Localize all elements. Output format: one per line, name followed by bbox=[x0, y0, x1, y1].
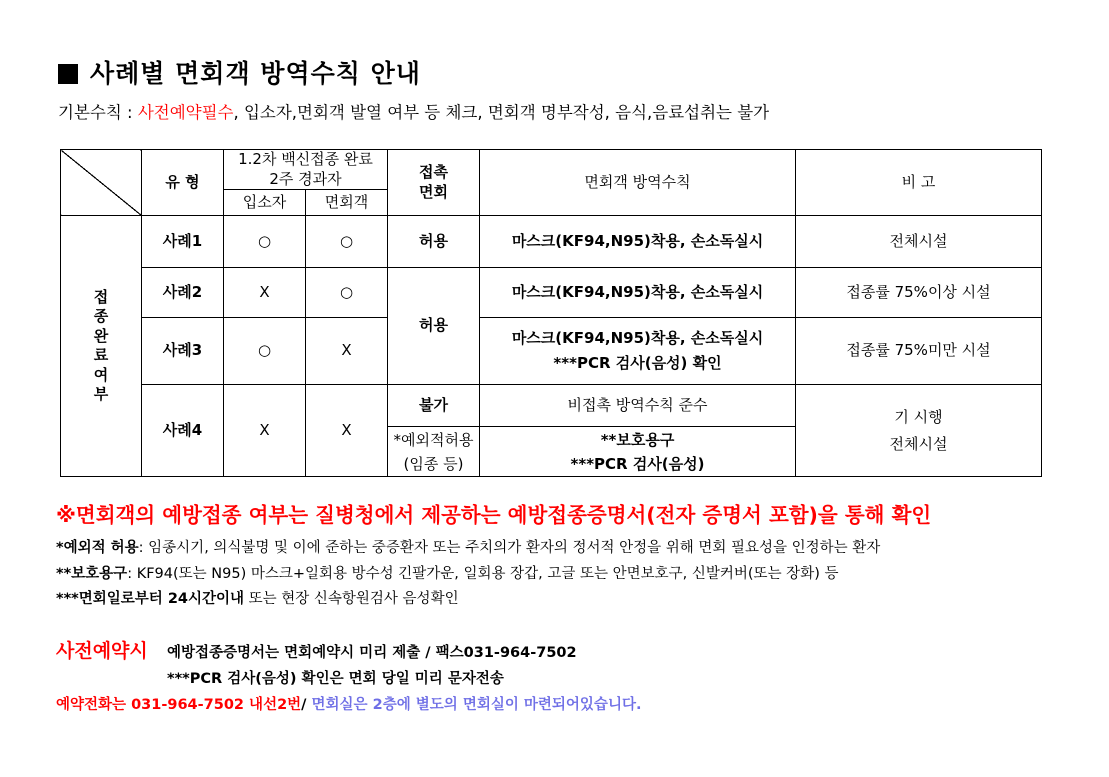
footnote-pcr: ***면회일로부터 24시간이내 또는 현장 신속항원검사 음성확인 bbox=[56, 591, 459, 607]
case1-rules: 마스크(KF94,N95)착용, 손소독실시 bbox=[480, 216, 796, 268]
basic-rest: , 입소자,면회객 발열 여부 등 체크, 면회객 명부작성, 음식,음료섭취는 불가 bbox=[233, 103, 770, 122]
basic-prefix: 기본수칙 : bbox=[58, 103, 138, 122]
side-label-vaccination: 접 종 완 료 여 부 bbox=[61, 216, 142, 477]
header-rules: 면회객 방역수칙 bbox=[480, 150, 796, 216]
phone-info: 예약전화는 031-964-7502 내선2번/ 면회실은 2층에 별도의 면회실이 마련되어있습니다. bbox=[56, 697, 642, 713]
case4-contact-exception: *예외적허용 (임종 등) bbox=[388, 427, 480, 477]
basic-rules bbox=[58, 99, 769, 123]
case4-contact-denied: 불가 bbox=[388, 385, 480, 427]
case2-note: 접종률 75%이상 시설 bbox=[796, 268, 1042, 318]
vaccination-notice: ※면회객의 예방접종 여부는 질병청에서 제공하는 예방접종증명서(전자 증명서 포함)을 통해 확인 bbox=[56, 503, 932, 527]
case1-contact: 허용 bbox=[388, 216, 480, 268]
header-vaccine: 1.2차 백신접종 완료 2주 경과자 bbox=[224, 150, 388, 190]
case4-resident: X bbox=[224, 385, 306, 477]
header-type: 유 형 bbox=[142, 150, 224, 216]
header-note: 비 고 bbox=[796, 150, 1042, 216]
case4-note: 기 시행 전체시설 bbox=[796, 385, 1042, 477]
case4-rules-exception: **보호용구 ***PCR 검사(음성) bbox=[480, 427, 796, 477]
case2-visitor: ○ bbox=[306, 268, 388, 318]
case1-label: 사례1 bbox=[142, 216, 224, 268]
prebook-label: 사전예약시 bbox=[56, 640, 148, 662]
diagonal-corner-cell bbox=[61, 150, 142, 216]
header-resident: 입소자 bbox=[224, 190, 306, 216]
footnote-exception: *예외적 허용: 임종시기, 의식불명 및 이에 준하는 중증환자 또는 주치의가 환자의 정서적 안정을 위해 면회 필요성을 인정하는 환자 bbox=[56, 540, 881, 556]
case1-note: 전체시설 bbox=[796, 216, 1042, 268]
title-text: 사례별 면회객 방역수칙 안내 bbox=[90, 59, 421, 88]
header-contact: 접촉 면회 bbox=[388, 150, 480, 216]
case1-resident: ○ bbox=[224, 216, 306, 268]
square-bullet-icon bbox=[58, 64, 78, 84]
header-visitor: 면회객 bbox=[306, 190, 388, 216]
case2-label: 사례2 bbox=[142, 268, 224, 318]
case3-visitor: X bbox=[306, 318, 388, 385]
rules-table bbox=[60, 149, 1042, 477]
case1-visitor: ○ bbox=[306, 216, 388, 268]
case3-label: 사례3 bbox=[142, 318, 224, 385]
basic-highlight: 사전예약필수 bbox=[137, 103, 234, 122]
page-title bbox=[58, 54, 421, 90]
case2-resident: X bbox=[224, 268, 306, 318]
case3-rules: 마스크(KF94,N95)착용, 손소독실시 ***PCR 검사(음성) 확인 bbox=[480, 318, 796, 385]
case2-3-contact: 허용 bbox=[388, 268, 480, 385]
footnote-protective-gear: **보호용구: KF94(또는 N95) 마스크+일회용 방수성 긴팔가운, 일회용 장갑, 고글 또는 안면보호구, 신발커버(또는 장화) 등 bbox=[56, 566, 839, 582]
case3-resident: ○ bbox=[224, 318, 306, 385]
prebook-line2: ***PCR 검사(음성) 확인은 면회 당일 미리 문자전송 bbox=[167, 671, 504, 687]
case3-note: 접종률 75%미만 시설 bbox=[796, 318, 1042, 385]
case4-rules-noncontact: 비접촉 방역수칙 준수 bbox=[480, 385, 796, 427]
case2-rules: 마스크(KF94,N95)착용, 손소독실시 bbox=[480, 268, 796, 318]
case4-label: 사례4 bbox=[142, 385, 224, 477]
case4-visitor: X bbox=[306, 385, 388, 477]
prebook-line1: 예방접종증명서는 면회예약시 미리 제출 / 팩스031-964-7502 bbox=[167, 645, 577, 661]
